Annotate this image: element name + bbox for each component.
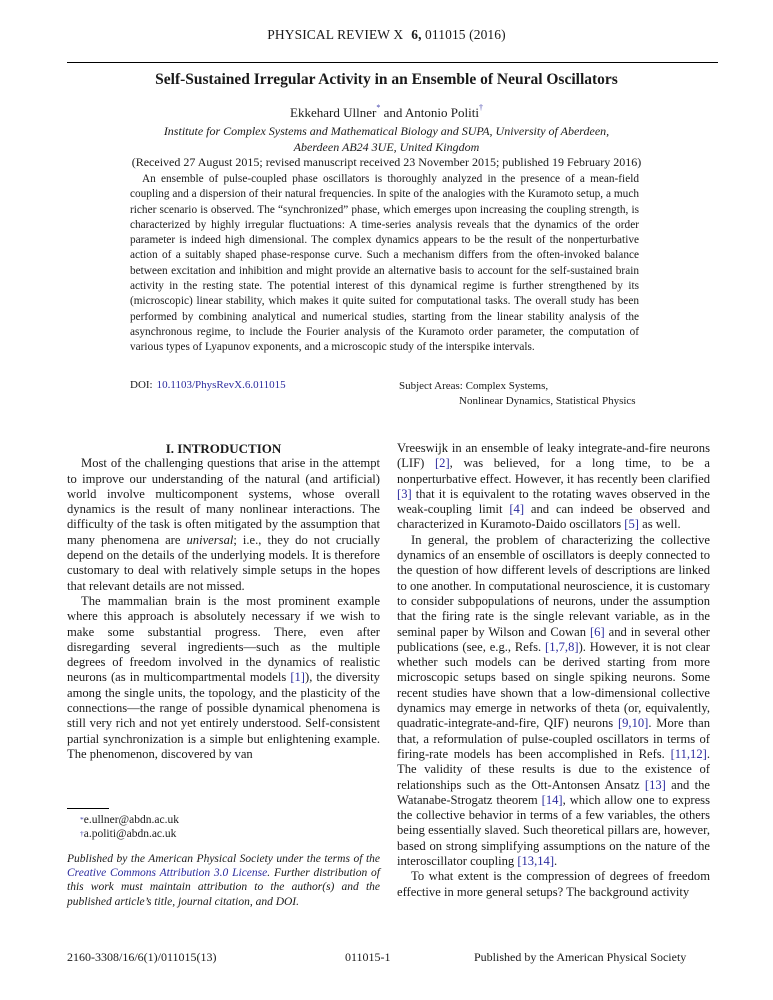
citation-link[interactable]: [6] (589, 624, 605, 639)
left-column (67, 441, 380, 762)
citation-link[interactable]: [4] (509, 502, 525, 517)
text-run: , which allow one to express the collective behavior in terms of a few variables, the others being essentially slaved. Such theoretical pillars are, however, based on strong simplifying assumptions on the nature of the interoscillator coupling (397, 792, 710, 869)
paragraph (67, 594, 380, 762)
citation-link[interactable]: [13,14] (517, 854, 555, 869)
footnote-marker[interactable]: † (478, 103, 483, 112)
text-run: , was believed, for a long time, to be a nonperturbative effect. However, it has recently been clarified (397, 456, 710, 486)
text-run: as well. (638, 517, 681, 532)
right-column (397, 441, 710, 900)
license-link[interactable]: Creative Commons Attribution 3.0 License (67, 867, 268, 880)
citation-link[interactable]: [9,10] (617, 716, 649, 731)
page-number: 011015-1 (345, 950, 391, 964)
footnote-marker: * (80, 815, 84, 824)
journal-volume: 6, (411, 27, 422, 42)
citation-link[interactable]: [2] (434, 456, 450, 471)
section-heading: I. INTRODUCTION (165, 441, 282, 456)
footnote (80, 827, 179, 841)
text-run: . (554, 854, 558, 869)
text-run: Most of the challenging questions that arise in the attempt to improve our understanding of the natural (and artificial) world involve multicomponent systems, whose overall dynamics is the result of many nonlinear interactions. The difficulty of the task is often mitigated by the assumption that many phenomena are (67, 456, 380, 547)
paragraph (67, 456, 380, 594)
text-run: and can indeed be observed and characterized in Kuramoto-Daido oscillators (397, 502, 710, 532)
author-name: Ekkehard Ullner (290, 105, 377, 120)
running-head (0, 27, 773, 43)
doi-link[interactable]: 10.1103/PhysRevX.6.011015 (156, 379, 286, 391)
subject-areas-label: Subject Areas: (399, 380, 463, 392)
article-number-year: 011015 (2016) (425, 27, 506, 42)
text-run: and the Watanabe-Strogatz theorem (397, 777, 710, 807)
abstract (130, 172, 639, 356)
doi (130, 379, 286, 391)
affiliation (0, 124, 773, 155)
footnote-marker: † (80, 829, 84, 838)
text-run: Published by the American Physical Society under the terms of the (67, 853, 380, 865)
text-run: ; i.e., they do not crucially depend on the details of the underlying models. It is therefore customary to deal with relatively simple setups in the hopes that relevant details are not missed. (67, 532, 380, 593)
text-run: . More than that, a reformulation of pulse-coupled oscillators in terms of firing-rate models has been accomplished in Refs. (397, 716, 710, 761)
received-dates: (Received 27 August 2015; revised manuscript received 23 November 2015; published 19 February 2016) (131, 155, 642, 169)
text-run: In general, the problem of characterizing the collective dynamics of an ensemble of oscillators is deeply connected to the question of how different levels of descriptions are linked to one another. In computational neuroscience, it is customary to consider subpopulations of neurons, under the assumption that the firing rate is the single relevant variable, as in the seminal paper by Wilson and Cowan (397, 532, 710, 639)
footer-publisher: Published by the American Physical Society (474, 950, 687, 964)
text-run: The mammalian brain is the most prominent example where this approach is absolutely necessary if we wish to make some substantial progress. There, even after disregarding several ingredients—such as the multiple degrees of freedom involved in the dynamics of realistic neurons (as in multicompartmental models (67, 593, 380, 685)
citation-link[interactable]: [14] (541, 792, 563, 807)
affiliation-line: Institute for Complex Systems and Mathematical Biology and SUPA, University of Aberdeen, (163, 124, 610, 138)
paragraph (397, 441, 710, 533)
text-run: that it is equivalent to the rotating waves observed in the weak-coupling limit (397, 486, 710, 517)
text-run: Vreeswijk in an ensemble of leaky integrate-and-fire neurons (LIF) (397, 441, 710, 471)
footnote-marker[interactable]: * (376, 103, 381, 112)
header-rule (67, 62, 718, 63)
citation-link[interactable]: [1,7,8] (545, 639, 579, 654)
text-run: ), the diversity among the single units, the topology, and the plasticity of the connections—the range of possible dynamical phenomena is still very rich and not yet entirely understood. Self-consistent partial synchronization is a simple but enlightening example. The phenomenon, discovered by van (67, 670, 380, 761)
footnote (80, 813, 179, 827)
paper-title: Self-Sustained Irregular Activity in an Ensemble of Neural Oscillators (155, 71, 618, 88)
citation-link[interactable]: [1] (290, 670, 305, 685)
author-email[interactable]: a.politi@abdn.ac.uk (83, 828, 177, 840)
text-run: . Further distribution of this work must maintain attribution to the author(s) and the published article’s title, journal citation, and DOI. (67, 867, 380, 908)
subject-area-line: Complex Systems, (465, 380, 549, 392)
text-run: and in several other publications (see, e.g., Refs. (397, 624, 710, 654)
license-notice (67, 852, 380, 909)
author-conjunction: and (380, 105, 405, 120)
author-line (0, 105, 773, 121)
abstract-text: An ensemble of pulse-coupled phase oscillators is thoroughly analyzed in the presence of a mean-field coupling and a dispersion of their natural frequencies. In spite of the analogies with the Kuramoto setup, a much richer scenario is observed. The “synchronized” phase, which emerges upon increasing the coupling strength, is characterized by highly irregular fluctuations: A time-series analysis reveals that the dynamics of the order parameter is indeed high dimensional. The complex dynamics appears to be the result of the nonperturbative action of a suitably shaped phase-response curve. Such a mechanism differs from the often-invoked balance between excitation and inhibition and might provide an alternative basis to account for the self-sustained brain activity in the resting state. The potential interest of this dynamical regime is further strengthened by its (microscopic) linear stability, which makes it quite suited for computational tasks. The overall study has been performed by combining analytical and numerical studies, starting from the linear stability analysis of the asynchronous regime, to include the Fourier analysis of the Kuramoto order parameter, the computation of various types of Lyapunov exponents, and a microscopic study of the interspike intervals. (130, 173, 639, 354)
subject-areas (399, 379, 639, 408)
affiliation-line: Aberdeen AB24 3UE, United Kingdom (293, 139, 480, 154)
footnote-rule (67, 808, 109, 809)
emphasis: universal (186, 532, 234, 547)
citation-link[interactable]: [13] (644, 777, 666, 792)
footnotes (80, 813, 179, 841)
doi-label: DOI: (130, 379, 153, 391)
subject-area-line: Nonlinear Dynamics, Statistical Physics (459, 394, 636, 407)
paragraph (397, 533, 710, 870)
author-email[interactable]: e.ullner@abdn.ac.uk (83, 814, 179, 826)
paragraph: To what extent is the compression of degrees of freedom effective in more general setups? The background activity (397, 869, 710, 899)
text-run: . The validity of these results is due to the existence of relationships such as the Ott-Antonsen Ansatz (397, 746, 710, 792)
text-run: ). However, it is not clear whether such models can be derived starting from more microscopic setups based on single spiking neurons. Some recent studies have shown that a low-dimensional collective dynamics may emerge in networks of theta (or, equivalently, quadratic-integrate-and-fire, QIF) neurons (397, 639, 710, 731)
author-name: Antonio Politi (404, 105, 479, 120)
footer-issn: 2160-3308/16/6(1)/011015(13) (67, 950, 217, 964)
citation-link[interactable]: [11,12] (670, 746, 707, 761)
journal-name: PHYSICAL REVIEW X (267, 27, 404, 42)
citation-link[interactable]: [3] (397, 486, 412, 501)
citation-link[interactable]: [5] (624, 517, 639, 532)
